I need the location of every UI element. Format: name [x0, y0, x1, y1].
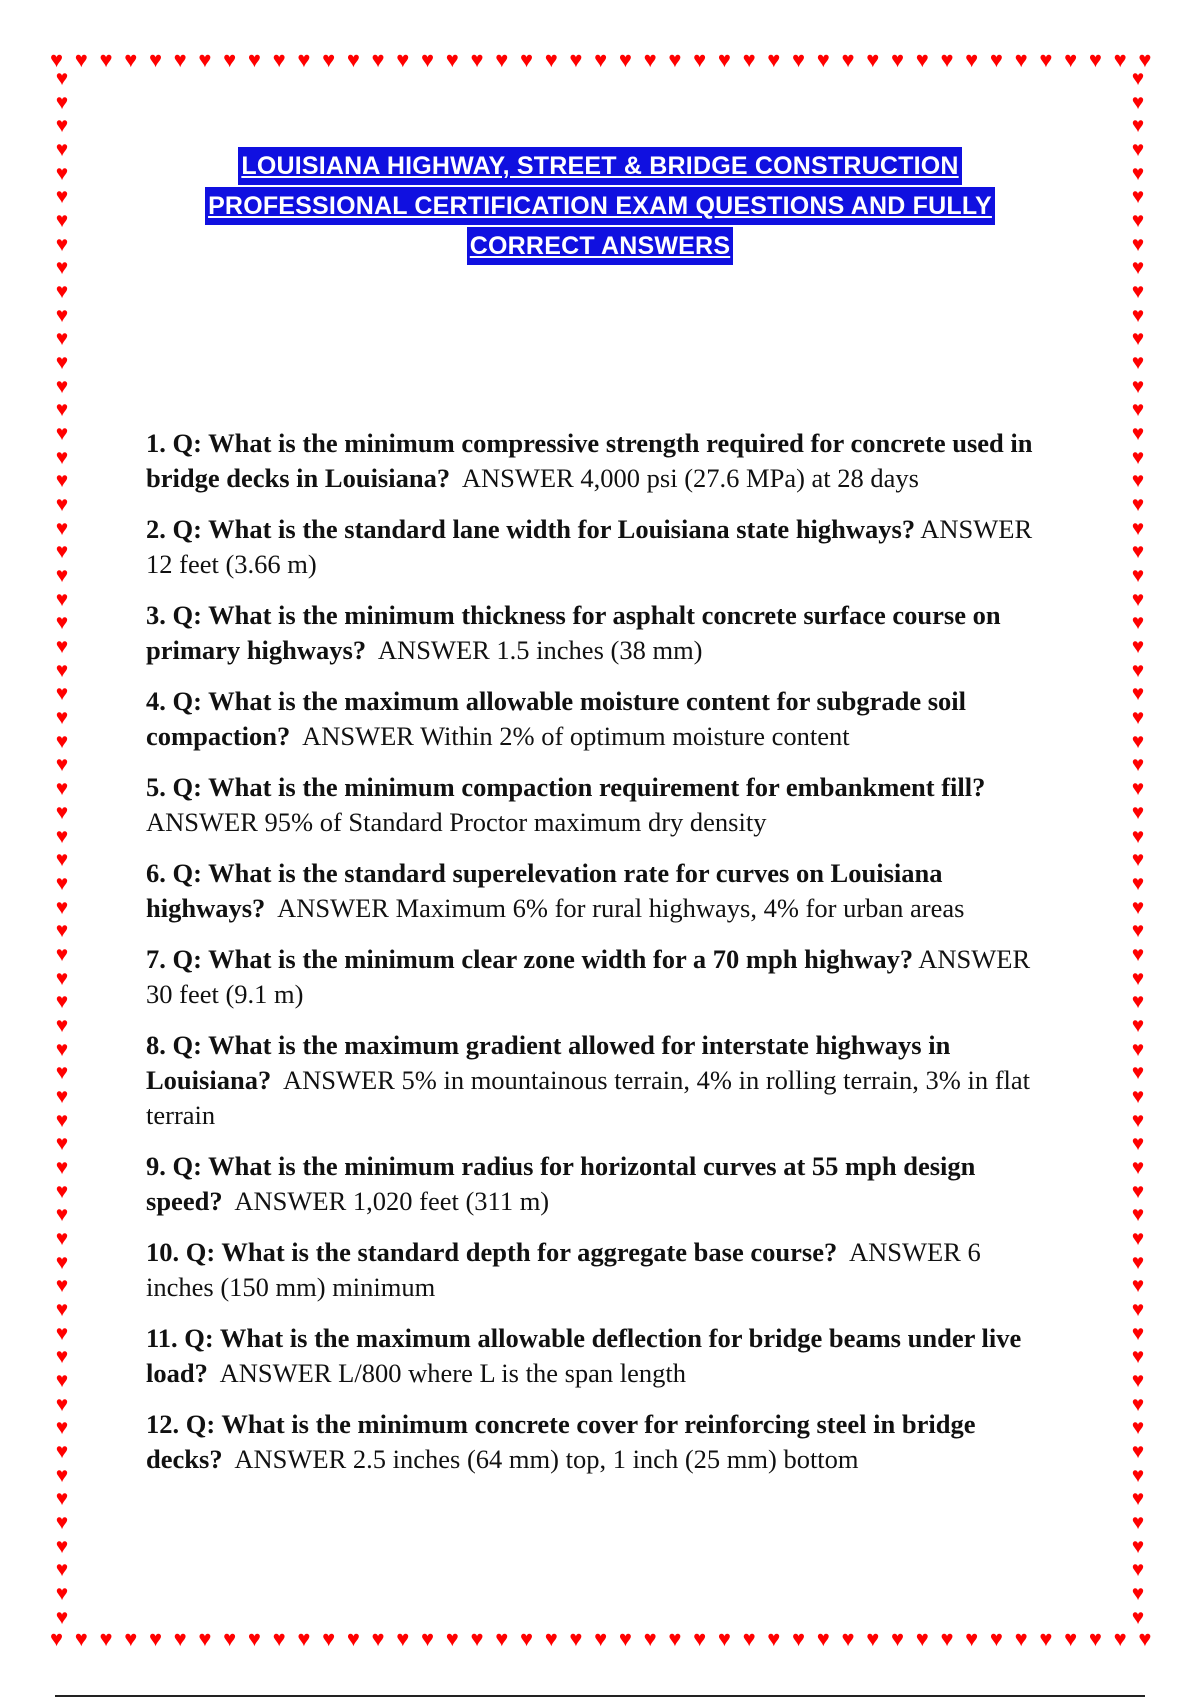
answer-text: ANSWER 4,000 psi (27.6 MPa) at 28 days	[461, 463, 919, 493]
red-heart-icon: ♥	[1131, 1060, 1145, 1085]
red-heart-icon: ♥	[55, 989, 69, 1014]
red-heart-icon: ♥	[272, 47, 286, 72]
red-heart-icon: ♥	[247, 1626, 261, 1651]
red-heart-icon: ♥	[1088, 47, 1102, 72]
red-heart-icon: ♥	[124, 1626, 138, 1651]
red-heart-icon: ♥	[1131, 752, 1145, 777]
red-heart-icon: ♥	[1131, 1415, 1145, 1440]
question-text: 12. Q: What is the minimum concrete cover for reinforcing steel in bridge decks?	[146, 1409, 976, 1474]
red-heart-icon: ♥	[1138, 47, 1152, 72]
red-heart-icon: ♥	[1131, 184, 1145, 209]
red-heart-icon: ♥	[55, 397, 69, 422]
red-heart-icon: ♥	[55, 705, 69, 730]
red-heart-icon: ♥	[1113, 47, 1127, 72]
question-text: 5. Q: What is the minimum compaction requirement for embankment fill?	[146, 772, 986, 802]
red-heart-icon: ♥	[55, 1344, 69, 1369]
red-heart-icon: ♥	[1131, 89, 1145, 114]
red-heart-icon: ♥	[1131, 421, 1145, 446]
answer-text: ANSWER Maximum 6% for rural highways, 4% for urban areas	[277, 893, 965, 923]
red-heart-icon: ♥	[1131, 870, 1145, 895]
red-heart-icon: ♥	[148, 1626, 162, 1651]
red-heart-icon: ♥	[1131, 634, 1145, 659]
red-heart-icon: ♥	[55, 586, 69, 611]
red-heart-icon: ♥	[1131, 208, 1145, 233]
red-heart-icon: ♥	[965, 1626, 979, 1651]
title-line-1: LOUISIANA HIGHWAY, STREET & BRIDGE CONSTRUCTION	[238, 147, 961, 185]
red-heart-icon: ♥	[247, 47, 261, 72]
red-heart-icon: ♥	[1131, 373, 1145, 398]
red-heart-icon: ♥	[55, 847, 69, 872]
title-line-2: PROFESSIONAL CERTIFICATION EXAM QUESTIONS AND FULLY	[205, 187, 995, 225]
red-heart-icon: ♥	[1131, 965, 1145, 990]
red-heart-icon: ♥	[297, 1626, 311, 1651]
answer-text: ANSWER L/800 where L is the span length	[219, 1358, 687, 1388]
question-list	[146, 426, 1051, 1493]
answer-text: ANSWER 5% in mountainous terrain, 4% in rolling terrain, 3% in flat terrain	[146, 1065, 1031, 1130]
red-heart-icon: ♥	[668, 47, 682, 72]
red-heart-icon: ♥	[55, 1154, 69, 1179]
red-heart-icon: ♥	[1131, 1533, 1145, 1558]
question-text: 11. Q: What is the maximum allowable deflection for bridge beams under live load?	[146, 1323, 1022, 1388]
red-heart-icon: ♥	[55, 208, 69, 233]
question-text: 10. Q: What is the standard depth for aggregate base course?	[146, 1237, 838, 1267]
red-heart-icon: ♥	[1014, 47, 1028, 72]
red-heart-icon: ♥	[55, 1107, 69, 1132]
title-line-3: CORRECT ANSWERS	[467, 227, 733, 265]
red-heart-icon: ♥	[1131, 1604, 1145, 1628]
red-heart-icon: ♥	[55, 657, 69, 682]
red-heart-icon: ♥	[55, 799, 69, 824]
red-heart-icon: ♥	[1131, 302, 1145, 327]
red-heart-icon: ♥	[717, 47, 731, 72]
red-heart-icon: ♥	[792, 1626, 806, 1651]
red-heart-icon: ♥	[544, 1626, 558, 1651]
red-heart-icon: ♥	[1131, 492, 1145, 517]
question-text: 6. Q: What is the standard superelevation rate for curves on Louisiana highways?	[146, 858, 943, 923]
red-heart-icon: ♥	[1131, 1344, 1145, 1369]
red-heart-icon: ♥	[55, 1604, 69, 1628]
red-heart-icon: ♥	[55, 918, 69, 943]
red-heart-icon: ♥	[1131, 515, 1145, 540]
red-heart-icon: ♥	[915, 1626, 929, 1651]
red-heart-icon: ♥	[1064, 1626, 1078, 1651]
red-heart-icon: ♥	[55, 563, 69, 588]
question-item	[146, 512, 1051, 582]
red-heart-icon: ♥	[618, 47, 632, 72]
red-heart-icon: ♥	[55, 1486, 69, 1511]
red-heart-icon: ♥	[1131, 1202, 1145, 1227]
red-heart-icon: ♥	[272, 1626, 286, 1651]
red-heart-icon: ♥	[1131, 1083, 1145, 1108]
red-heart-icon: ♥	[841, 47, 855, 72]
red-heart-icon: ♥	[55, 231, 69, 256]
red-heart-icon: ♥	[989, 1626, 1003, 1651]
red-heart-icon: ♥	[1131, 1131, 1145, 1156]
red-heart-icon: ♥	[173, 47, 187, 72]
red-heart-icon: ♥	[55, 776, 69, 801]
red-heart-icon: ♥	[816, 47, 830, 72]
red-heart-icon: ♥	[1138, 1626, 1152, 1651]
red-heart-icon: ♥	[1131, 137, 1145, 162]
question-item	[146, 1149, 1051, 1219]
red-heart-icon: ♥	[322, 47, 336, 72]
red-heart-icon: ♥	[1131, 1225, 1145, 1250]
heart-border-left	[48, 68, 76, 1628]
red-heart-icon: ♥	[55, 1367, 69, 1392]
red-heart-icon: ♥	[55, 1202, 69, 1227]
question-text: 2. Q: What is the standard lane width for Louisiana state highways?	[146, 514, 916, 544]
answer-text: ANSWER 1,020 feet (311 m)	[234, 1186, 550, 1216]
red-heart-icon: ♥	[55, 1509, 69, 1534]
red-heart-icon: ♥	[519, 1626, 534, 1651]
red-heart-icon: ♥	[717, 1626, 731, 1651]
red-heart-icon: ♥	[55, 1225, 69, 1250]
question-item	[146, 684, 1051, 754]
red-heart-icon: ♥	[1039, 47, 1053, 72]
red-heart-icon: ♥	[55, 752, 69, 777]
red-heart-icon: ♥	[569, 1626, 583, 1651]
red-heart-icon: ♥	[396, 47, 410, 72]
red-heart-icon: ♥	[55, 444, 69, 469]
red-heart-icon: ♥	[55, 1581, 69, 1605]
red-heart-icon: ♥	[1131, 1509, 1145, 1534]
red-heart-icon: ♥	[55, 137, 69, 162]
red-heart-icon: ♥	[1131, 989, 1145, 1014]
red-heart-icon: ♥	[55, 941, 69, 966]
red-heart-icon: ♥	[742, 47, 756, 72]
red-heart-icon: ♥	[890, 1626, 905, 1651]
red-heart-icon: ♥	[1131, 397, 1145, 422]
red-heart-icon: ♥	[371, 1626, 385, 1651]
document-title	[150, 146, 1050, 266]
answer-text: ANSWER 95% of Standard Proctor maximum dry density	[146, 807, 767, 837]
red-heart-icon: ♥	[55, 89, 69, 114]
question-item	[146, 426, 1051, 496]
red-heart-icon: ♥	[1131, 113, 1145, 138]
red-heart-icon: ♥	[1131, 563, 1145, 588]
red-heart-icon: ♥	[99, 47, 113, 72]
red-heart-icon: ♥	[99, 1626, 113, 1651]
red-heart-icon: ♥	[55, 728, 69, 753]
question-item	[146, 1321, 1051, 1391]
red-heart-icon: ♥	[742, 1626, 756, 1651]
red-heart-icon: ♥	[668, 1626, 682, 1651]
red-heart-icon: ♥	[55, 870, 69, 895]
red-heart-icon: ♥	[55, 1391, 69, 1416]
red-heart-icon: ♥	[50, 47, 64, 72]
red-heart-icon: ♥	[1131, 586, 1145, 611]
red-heart-icon: ♥	[792, 47, 806, 72]
red-heart-icon: ♥	[396, 1626, 410, 1651]
red-heart-icon: ♥	[55, 279, 69, 304]
red-heart-icon: ♥	[421, 1626, 435, 1651]
red-heart-icon: ♥	[371, 47, 385, 72]
red-heart-icon: ♥	[1131, 1367, 1145, 1392]
red-heart-icon: ♥	[1131, 279, 1145, 304]
red-heart-icon: ♥	[1131, 1581, 1145, 1605]
heart-border-bottom	[50, 1625, 1152, 1653]
question-item	[146, 942, 1051, 1012]
answer-text: ANSWER 1.5 inches (38 mm)	[377, 635, 703, 665]
red-heart-icon: ♥	[495, 1626, 509, 1651]
red-heart-icon: ♥	[890, 47, 905, 72]
red-heart-icon: ♥	[1131, 1296, 1145, 1321]
red-heart-icon: ♥	[1131, 1273, 1145, 1298]
red-heart-icon: ♥	[173, 1626, 187, 1651]
red-heart-icon: ♥	[1131, 681, 1145, 706]
red-heart-icon: ♥	[346, 1626, 360, 1651]
red-heart-icon: ♥	[915, 47, 929, 72]
red-heart-icon: ♥	[1131, 1320, 1145, 1345]
red-heart-icon: ♥	[470, 1626, 484, 1651]
red-heart-icon: ♥	[1014, 1626, 1028, 1651]
red-heart-icon: ♥	[1131, 1178, 1145, 1203]
question-item	[146, 1028, 1051, 1133]
red-heart-icon: ♥	[198, 47, 212, 72]
red-heart-icon: ♥	[643, 47, 657, 72]
red-heart-icon: ♥	[1131, 1249, 1145, 1274]
red-heart-icon: ♥	[322, 1626, 336, 1651]
red-heart-icon: ♥	[445, 47, 459, 72]
red-heart-icon: ♥	[965, 47, 979, 72]
red-heart-icon: ♥	[55, 610, 69, 635]
red-heart-icon: ♥	[223, 1626, 237, 1651]
red-heart-icon: ♥	[1131, 231, 1145, 256]
red-heart-icon: ♥	[55, 1249, 69, 1274]
red-heart-icon: ♥	[1131, 823, 1145, 848]
heart-border-right	[1124, 68, 1152, 1628]
red-heart-icon: ♥	[55, 1438, 69, 1463]
red-heart-icon: ♥	[55, 1296, 69, 1321]
question-text: 4. Q: What is the maximum allowable moisture content for subgrade soil compaction?	[146, 686, 967, 751]
red-heart-icon: ♥	[55, 1083, 69, 1108]
red-heart-icon: ♥	[1131, 728, 1145, 753]
red-heart-icon: ♥	[1131, 1154, 1145, 1179]
red-heart-icon: ♥	[1131, 610, 1145, 635]
red-heart-icon: ♥	[1131, 894, 1145, 919]
red-heart-icon: ♥	[55, 515, 69, 540]
red-heart-icon: ♥	[55, 1320, 69, 1345]
red-heart-icon: ♥	[940, 1626, 954, 1651]
red-heart-icon: ♥	[1088, 1626, 1102, 1651]
red-heart-icon: ♥	[55, 965, 69, 990]
red-heart-icon: ♥	[74, 1626, 88, 1651]
red-heart-icon: ♥	[55, 634, 69, 659]
red-heart-icon: ♥	[1131, 468, 1145, 493]
red-heart-icon: ♥	[55, 160, 69, 185]
red-heart-icon: ♥	[55, 421, 69, 446]
red-heart-icon: ♥	[866, 1626, 880, 1651]
red-heart-icon: ♥	[1131, 1107, 1145, 1132]
red-heart-icon: ♥	[55, 1557, 69, 1582]
red-heart-icon: ♥	[421, 47, 435, 72]
red-heart-icon: ♥	[1131, 1391, 1145, 1416]
red-heart-icon: ♥	[1131, 776, 1145, 801]
question-item	[146, 598, 1051, 668]
red-heart-icon: ♥	[1113, 1626, 1127, 1651]
red-heart-icon: ♥	[55, 1462, 69, 1487]
red-heart-icon: ♥	[1131, 444, 1145, 469]
red-heart-icon: ♥	[1131, 326, 1145, 351]
red-heart-icon: ♥	[1131, 350, 1145, 375]
question-text: 1. Q: What is the minimum compressive strength required for concrete used in bridge decks in Louisiana?	[146, 428, 1033, 493]
red-heart-icon: ♥	[1131, 1012, 1145, 1037]
red-heart-icon: ♥	[693, 1626, 707, 1651]
question-text: 8. Q: What is the maximum gradient allowed for interstate highways in Louisiana?	[146, 1030, 951, 1095]
answer-text: ANSWER Within 2% of optimum moisture content	[302, 721, 850, 751]
red-heart-icon: ♥	[297, 47, 311, 72]
red-heart-icon: ♥	[1131, 1438, 1145, 1463]
red-heart-icon: ♥	[55, 1060, 69, 1085]
red-heart-icon: ♥	[569, 47, 583, 72]
question-text: 3. Q: What is the minimum thickness for asphalt concrete surface course on primary highways?	[146, 600, 1001, 665]
red-heart-icon: ♥	[445, 1626, 459, 1651]
red-heart-icon: ♥	[1131, 657, 1145, 682]
red-heart-icon: ♥	[50, 1626, 64, 1651]
red-heart-icon: ♥	[55, 539, 69, 564]
red-heart-icon: ♥	[693, 47, 707, 72]
red-heart-icon: ♥	[55, 1273, 69, 1298]
red-heart-icon: ♥	[643, 1626, 657, 1651]
red-heart-icon: ♥	[55, 823, 69, 848]
heart-border-top	[50, 46, 1152, 74]
footer-divider	[55, 1695, 1145, 1697]
red-heart-icon: ♥	[1131, 847, 1145, 872]
red-heart-icon: ♥	[55, 492, 69, 517]
red-heart-icon: ♥	[55, 326, 69, 351]
red-heart-icon: ♥	[1131, 941, 1145, 966]
red-heart-icon: ♥	[1131, 1036, 1145, 1061]
answer-text: ANSWER 6 inches (150 mm) minimum	[146, 1237, 981, 1302]
red-heart-icon: ♥	[1131, 68, 1145, 90]
red-heart-icon: ♥	[495, 47, 509, 72]
answer-text: ANSWER 30 feet (9.1 m)	[146, 944, 1031, 1009]
red-heart-icon: ♥	[594, 1626, 608, 1651]
red-heart-icon: ♥	[767, 1626, 781, 1651]
red-heart-icon: ♥	[1064, 47, 1078, 72]
red-heart-icon: ♥	[223, 47, 237, 72]
red-heart-icon: ♥	[470, 47, 484, 72]
red-heart-icon: ♥	[55, 894, 69, 919]
red-heart-icon: ♥	[198, 1626, 212, 1651]
question-text: 9. Q: What is the minimum radius for horizontal curves at 55 mph design speed?	[146, 1151, 976, 1216]
red-heart-icon: ♥	[841, 1626, 855, 1651]
red-heart-icon: ♥	[618, 1626, 632, 1651]
red-heart-icon: ♥	[55, 468, 69, 493]
question-item	[146, 770, 1051, 840]
answer-text: ANSWER 2.5 inches (64 mm) top, 1 inch (25 mm) bottom	[234, 1444, 859, 1474]
question-item	[146, 1407, 1051, 1477]
red-heart-icon: ♥	[1039, 1626, 1053, 1651]
red-heart-icon: ♥	[55, 1131, 69, 1156]
red-heart-icon: ♥	[866, 47, 880, 72]
question-item	[146, 1235, 1051, 1305]
red-heart-icon: ♥	[1131, 539, 1145, 564]
red-heart-icon: ♥	[74, 47, 88, 72]
question-text: 7. Q: What is the minimum clear zone width for a 70 mph highway?	[146, 944, 914, 974]
red-heart-icon: ♥	[1131, 918, 1145, 943]
red-heart-icon: ♥	[989, 47, 1003, 72]
answer-text: ANSWER 12 feet (3.66 m)	[146, 514, 1033, 579]
red-heart-icon: ♥	[55, 184, 69, 209]
red-heart-icon: ♥	[1131, 255, 1145, 280]
red-heart-icon: ♥	[55, 255, 69, 280]
red-heart-icon: ♥	[55, 1012, 69, 1037]
red-heart-icon: ♥	[55, 1533, 69, 1558]
red-heart-icon: ♥	[1131, 160, 1145, 185]
red-heart-icon: ♥	[940, 47, 954, 72]
red-heart-icon: ♥	[55, 681, 69, 706]
red-heart-icon: ♥	[816, 1626, 830, 1651]
question-item	[146, 856, 1051, 926]
red-heart-icon: ♥	[519, 47, 534, 72]
red-heart-icon: ♥	[55, 1415, 69, 1440]
red-heart-icon: ♥	[1131, 705, 1145, 730]
red-heart-icon: ♥	[1131, 799, 1145, 824]
red-heart-icon: ♥	[55, 373, 69, 398]
red-heart-icon: ♥	[1131, 1557, 1145, 1582]
red-heart-icon: ♥	[55, 350, 69, 375]
red-heart-icon: ♥	[1131, 1462, 1145, 1487]
red-heart-icon: ♥	[148, 47, 162, 72]
red-heart-icon: ♥	[346, 47, 360, 72]
red-heart-icon: ♥	[55, 68, 69, 90]
red-heart-icon: ♥	[55, 1178, 69, 1203]
red-heart-icon: ♥	[55, 302, 69, 327]
red-heart-icon: ♥	[124, 47, 138, 72]
red-heart-icon: ♥	[594, 47, 608, 72]
red-heart-icon: ♥	[544, 47, 558, 72]
red-heart-icon: ♥	[767, 47, 781, 72]
red-heart-icon: ♥	[1131, 1486, 1145, 1511]
red-heart-icon: ♥	[55, 1036, 69, 1061]
red-heart-icon: ♥	[55, 113, 69, 138]
